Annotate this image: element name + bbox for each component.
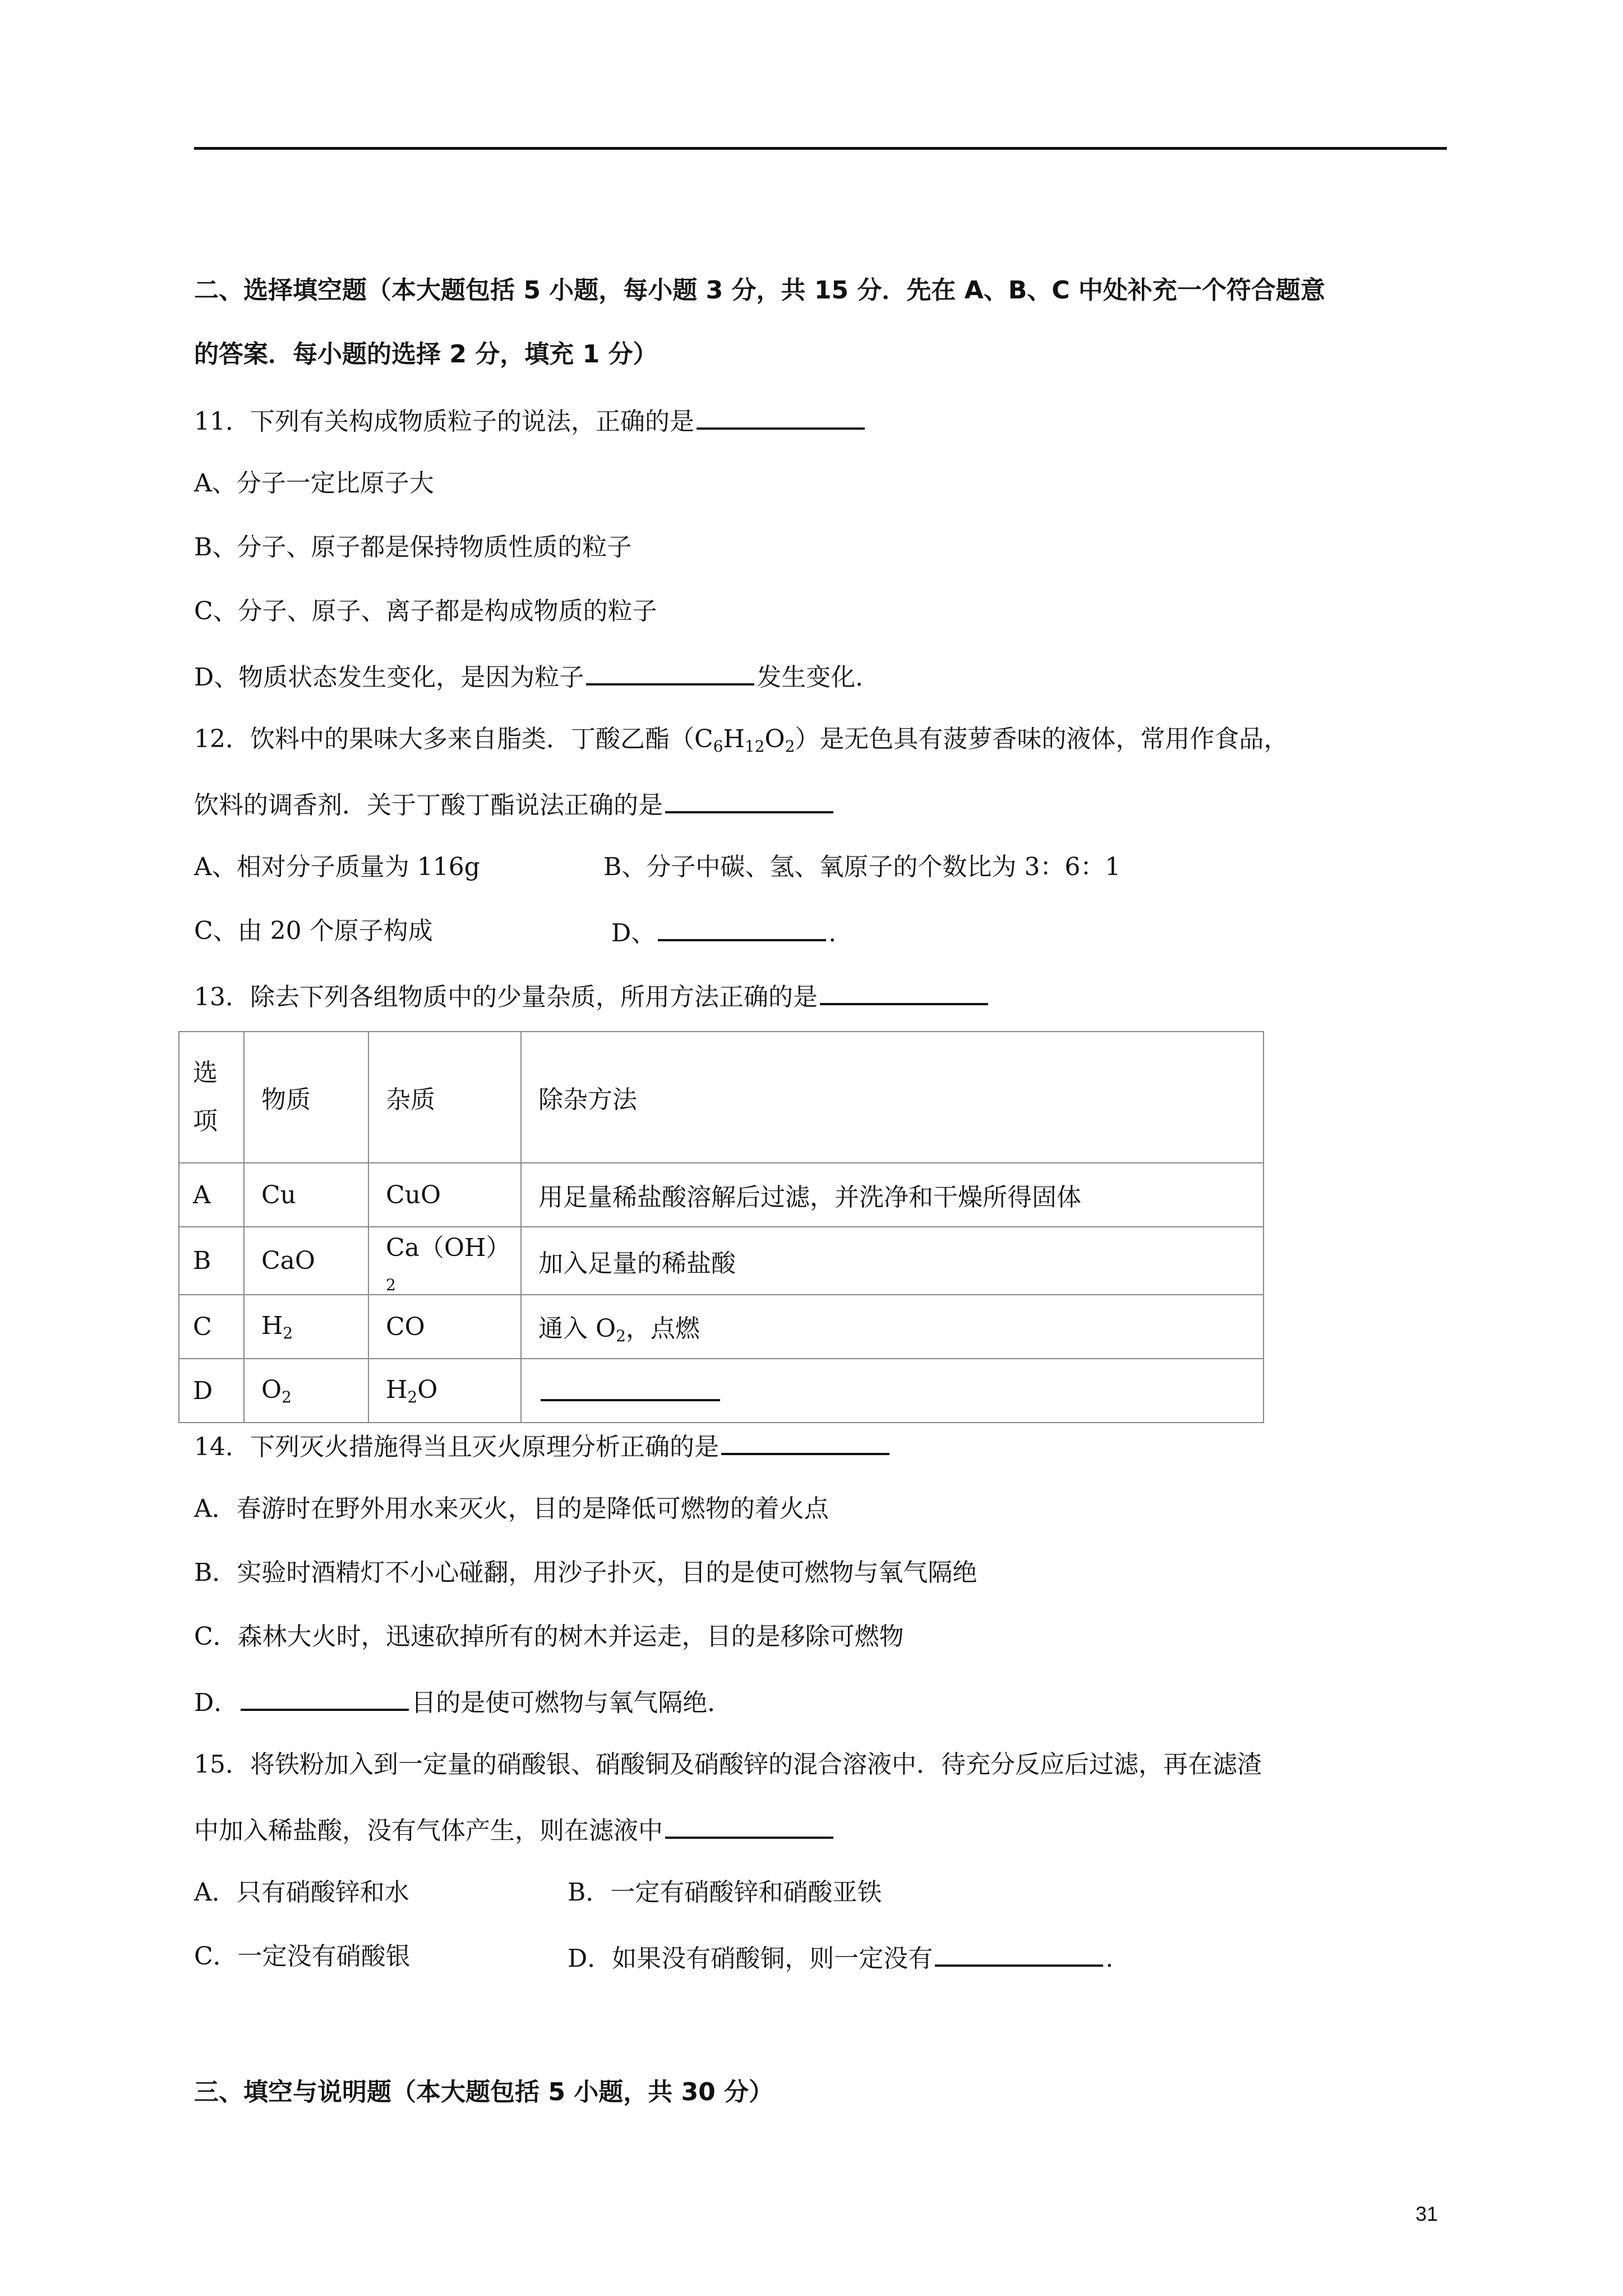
q13-row-b-option: B [179,1227,244,1295]
q13-stem-text: 13．除去下列各组物质中的少量杂质，所用方法正确的是 [194,983,818,1011]
q11-option-d-blank[interactable] [586,659,754,685]
q11-option-c: C、分子、原子、离子都是构成物质的粒子 [194,597,657,625]
q12-stem-pre: 12．饮料中的果味大多来自脂类．丁酸乙酯（C [194,725,713,753]
q13-header-option [179,1032,244,1163]
q11-stem [194,403,867,439]
q13-row-a-option: A [179,1163,244,1227]
q13-answer-blank[interactable] [820,978,988,1005]
q14-option-d [194,1684,732,1720]
q15-option-d-pre: D．如果没有硝酸铜，则一定没有 [568,1944,933,1973]
q11-answer-blank[interactable] [697,403,865,430]
q13-row-c-method-post: ，点燃 [625,1314,700,1343]
q15-option-d [568,1940,1113,1976]
q11-option-b: B、分子、原子都是保持物质性质的粒子 [194,533,632,562]
q12-formula-o: O [764,725,785,753]
q13-header-option-top: 选 [193,1059,218,1087]
table-row [179,1359,1264,1423]
q12-option-b: B、分子中碳、氢、氧原子的个数比为 3：6：1 [603,853,1121,881]
q14-answer-blank[interactable] [721,1428,889,1455]
q14-option-d-pre: D． [194,1688,239,1717]
q15-option-a: A．只有硝酸锌和水 [194,1878,409,1907]
q12-stem-line2 [194,786,836,822]
q15-option-b: B．一定有硝酸锌和硝酸亚铁 [568,1878,882,1907]
q13-row-c-method-text: 通入 O [538,1314,616,1343]
q13-row-b-impurity-sub: 2 [386,1276,396,1294]
section2-title-line2: 的答案．每小题的选择 2 分，填充 1 分） [194,340,658,369]
table-row [179,1227,1264,1295]
q15-stem-line2 [194,1812,836,1848]
q15-option-d-blank[interactable] [935,1940,1103,1967]
q14-stem-text: 14．下列灭火措施得当且灭火原理分析正确的是 [194,1433,719,1461]
q13-row-d-method [521,1359,1264,1423]
q11-option-d-pre: D、物质状态发生变化，是因为粒子 [194,663,584,692]
q12-option-c: C、由 20 个原子构成 [194,917,433,945]
q12-stem [194,723,1288,763]
q12-formula-sub2: 12 [744,737,765,756]
q11-option-d-post: 发生变化． [757,663,880,692]
header-rule [194,147,1447,150]
page-number: 31 [1415,2202,1438,2225]
q13-row-d-substance-sub: 2 [282,1387,292,1406]
q13-row-b-impurity [368,1227,521,1295]
q13-row-c-option: C [179,1295,244,1359]
q13-row-a-method: 用足量稀盐酸溶解后过滤，并洗净和干燥所得固体 [521,1163,1264,1227]
q12-option-d-post: . [828,919,837,947]
q13-row-b-impurity-text: Ca（OH） [386,1234,511,1262]
section2-title-line1: 二、选择填空题（本大题包括 5 小题，每小题 3 分，共 15 分．先在 A、B、C 中处补充一个符合题意 [194,276,1325,305]
q14-option-b: B．实验时酒精灯不小心碰翻，用沙子扑灭，目的是使可燃物与氧气隔绝 [194,1558,978,1587]
q12-answer-blank[interactable] [665,786,833,813]
q12-stem-post: ）是无色具有菠萝香味的液体，常用作食品， [795,725,1289,753]
q13-header-method: 除杂方法 [521,1032,1264,1163]
q12-option-d-pre: D、 [611,919,656,947]
q13-row-a-impurity: CuO [368,1163,521,1227]
q14-option-c: C．森林大火时，迅速砍掉所有的树木并运走，目的是移除可燃物 [194,1622,904,1651]
q13-row-b-substance: CaO [244,1227,368,1295]
q14-option-d-post: 目的是使可燃物与氧气隔绝． [411,1688,732,1717]
table-row [179,1163,1264,1227]
q13-row-d-substance-text: O [261,1375,282,1404]
q12-formula-sub3: 2 [785,737,795,756]
q13-row-d-impurity-sub: 2 [407,1387,418,1406]
q13-row-c-substance [244,1295,368,1359]
q13-row-d-substance [244,1359,368,1423]
q14-option-a: A．春游时在野外用水来灭火，目的是降低可燃物的着火点 [194,1494,829,1523]
q11-stem-text: 11．下列有关构成物质粒子的说法，正确的是 [194,407,694,436]
q13-row-d-impurity-post: O [417,1375,438,1404]
q13-row-c-substance-sub: 2 [283,1323,293,1342]
q15-answer-blank[interactable] [665,1812,833,1839]
q13-row-d-impurity [368,1359,521,1423]
q15-stem: 15．将铁粉加入到一定量的硝酸银、硝酸铜及硝酸锌的混合溶液中．待充分反应后过滤，再在滤渣 [194,1750,1262,1779]
q11-option-a: A、分子一定比原子大 [194,469,434,498]
q14-stem [194,1428,892,1464]
q13-row-c-method [521,1295,1264,1359]
q13-row-c-substance-text: H [261,1311,283,1340]
section3-title: 三、填空与说明题（本大题包括 5 小题，共 30 分） [194,2078,774,2106]
q15-line2-text: 中加入稀盐酸，没有气体产生，则在滤液中 [194,1816,663,1845]
q13-table [178,1031,1264,1423]
q12-option-d [611,914,836,950]
q14-option-d-blank[interactable] [241,1684,409,1711]
q13-row-c-method-sub: 2 [616,1327,626,1345]
q13-table-header-row [179,1032,1264,1163]
q13-row-d-option: D [179,1359,244,1423]
q11-option-d [194,659,880,694]
q13-row-c-impurity: CO [368,1295,521,1359]
q13-row-d-method-blank[interactable] [541,1374,720,1401]
q12-line2-text: 饮料的调香剂．关于丁酸丁酯说法正确的是 [194,791,663,820]
q12-option-d-blank[interactable] [658,914,826,941]
q15-option-d-post: . [1105,1944,1114,1973]
q13-header-impurity: 杂质 [368,1032,521,1163]
q13-row-a-substance: Cu [244,1163,368,1227]
q12-option-a: A、相对分子质量为 116g [194,853,480,881]
q13-header-substance: 物质 [244,1032,368,1163]
q13-row-d-impurity-text: H [386,1375,408,1404]
q13-header-option-bottom: 项 [193,1107,218,1135]
q13-row-b-method: 加入足量的稀盐酸 [521,1227,1264,1295]
q13-stem [194,978,990,1014]
q15-option-c: C．一定没有硝酸银 [194,1942,411,1971]
q12-formula-sub1: 6 [713,737,723,756]
table-row [179,1295,1264,1359]
q12-formula-h: H [723,725,745,753]
